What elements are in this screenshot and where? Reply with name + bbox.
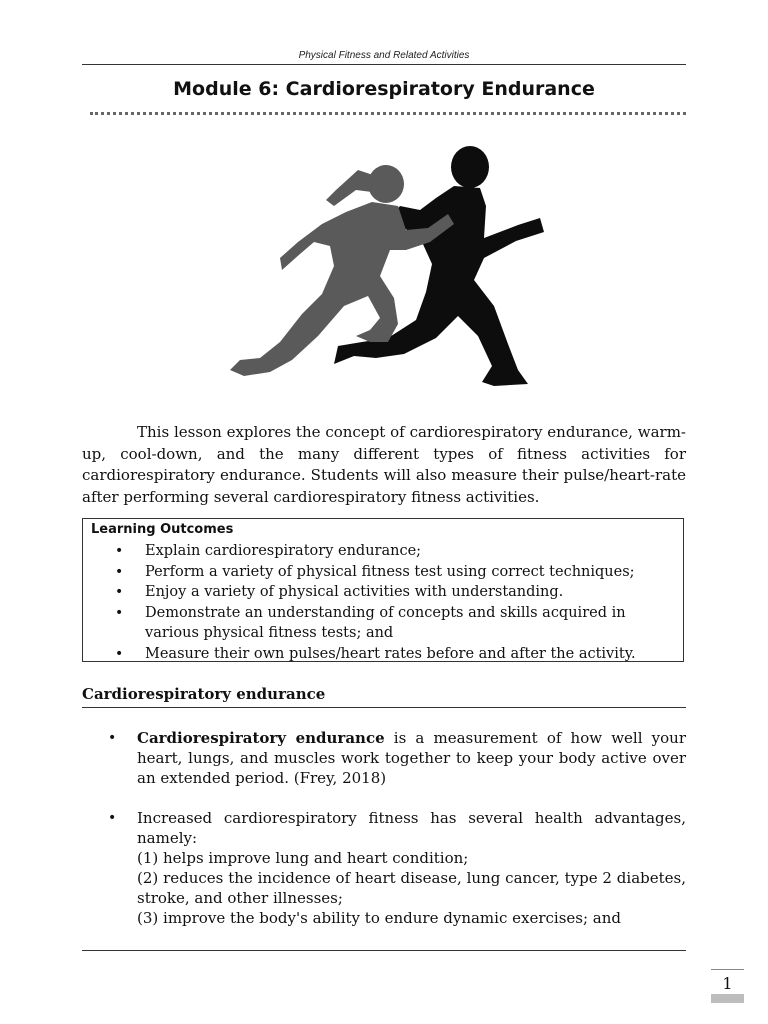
footer-divider <box>82 950 686 951</box>
benefit-item: (1) helps improve lung and heart condition; <box>137 849 469 867</box>
section-heading: Cardiorespiratory endurance <box>82 685 326 703</box>
bullet-point-benefits <box>108 808 686 928</box>
list-item: • Explain cardiorespiratory endurance; <box>113 541 678 562</box>
two-runners-silhouette-icon <box>222 146 547 390</box>
definition-term: Cardiorespiratory endurance <box>137 729 385 747</box>
definition-text: Cardiorespiratory endurance is a measurement of how well your heart, lungs, and muscles work together to keep your body active over an extended period. (Frey, 2018) <box>137 729 686 787</box>
bullet-icon: • <box>115 604 124 621</box>
list-item: • Perform a variety of physical fitness test using correct techniques; <box>113 562 678 583</box>
page-number-bar <box>711 994 744 1003</box>
benefits-intro: Increased cardiorespiratory fitness has several health advantages, namely: <box>137 809 686 847</box>
page-title: Module 6: Cardiorespiratory Endurance <box>173 78 595 100</box>
bullet-icon: • <box>115 563 124 580</box>
list-item: • Enjoy a variety of physical activities with understanding. <box>113 582 678 603</box>
learning-outcomes-box <box>82 518 684 662</box>
running-header: Physical Fitness and Related Activities <box>298 50 470 61</box>
bullet-icon: • <box>115 584 124 600</box>
bullet-icon: • <box>108 810 117 826</box>
page-number-rule <box>711 969 744 970</box>
learning-outcomes-title: Learning Outcomes <box>91 522 234 537</box>
benefit-item: (3) improve the body's ability to endure dynamic exercises; and <box>137 909 621 927</box>
bullet-point-definition <box>108 728 686 788</box>
list-item: • Measure their own pulses/heart rates before and after the activity. <box>113 644 678 665</box>
bullet-icon: • <box>108 730 117 746</box>
list-item: • Demonstrate an understanding of concepts and skills acquired in various physical fitness tests; and <box>115 604 626 641</box>
intro-paragraph: This lesson explores the concept of cardiorespiratory endurance, warm-up, cool-down, and the many different types of fitness activities for cardiorespiratory endurance. Students will also measure their pulse/heart-rate after performing several cardiorespiratory fitness activities. <box>82 423 686 506</box>
section-divider <box>82 707 686 708</box>
learning-outcomes-list <box>113 541 678 664</box>
benefit-item: (2) reduces the incidence of heart disease, lung cancer, type 2 diabetes, stroke, and other illnesses; <box>137 869 686 907</box>
dotted-divider <box>90 112 686 115</box>
bullet-icon: • <box>115 543 124 559</box>
page-number: 1 <box>722 974 733 993</box>
bullet-icon: • <box>115 645 124 662</box>
header-divider <box>82 64 686 65</box>
